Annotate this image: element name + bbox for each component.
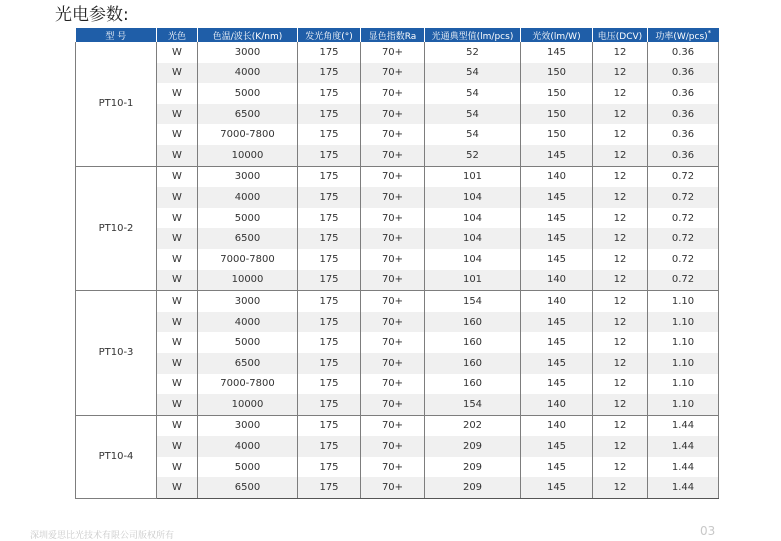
flux-cell: 209 xyxy=(425,436,521,457)
flux-cell: 160 xyxy=(425,332,521,353)
angle-cell: 175 xyxy=(298,166,361,187)
cct-cell: 4000 xyxy=(198,436,298,457)
flux-cell: 160 xyxy=(425,312,521,333)
efficacy-cell: 140 xyxy=(521,166,593,187)
color-cell: W xyxy=(157,270,198,291)
efficacy-cell: 140 xyxy=(521,394,593,415)
cct-cell: 3000 xyxy=(198,291,298,312)
flux-cell: 104 xyxy=(425,187,521,208)
efficacy-cell: 145 xyxy=(521,457,593,478)
table-row xyxy=(76,63,719,84)
efficacy-cell: 140 xyxy=(521,291,593,312)
color-cell: W xyxy=(157,415,198,436)
angle-cell: 175 xyxy=(298,270,361,291)
table-header-row xyxy=(76,28,719,42)
power-cell: 1.44 xyxy=(648,415,719,436)
table-row xyxy=(76,312,719,333)
table-row xyxy=(76,332,719,353)
efficacy-cell: 145 xyxy=(521,312,593,333)
power-cell: 0.36 xyxy=(648,42,719,63)
voltage-cell: 12 xyxy=(593,270,648,291)
cri-cell: 70+ xyxy=(361,332,425,353)
voltage-cell: 12 xyxy=(593,374,648,395)
voltage-cell: 12 xyxy=(593,436,648,457)
table-row xyxy=(76,457,719,478)
cri-cell: 70+ xyxy=(361,228,425,249)
power-cell: 0.72 xyxy=(648,270,719,291)
color-cell: W xyxy=(157,166,198,187)
efficacy-cell: 145 xyxy=(521,436,593,457)
flux-cell: 209 xyxy=(425,457,521,478)
cri-cell: 70+ xyxy=(361,124,425,145)
cri-cell: 70+ xyxy=(361,249,425,270)
power-cell: 0.36 xyxy=(648,124,719,145)
power-cell: 1.10 xyxy=(648,332,719,353)
table-row xyxy=(76,42,719,63)
voltage-cell: 12 xyxy=(593,415,648,436)
angle-cell: 175 xyxy=(298,249,361,270)
color-cell: W xyxy=(157,374,198,395)
angle-cell: 175 xyxy=(298,124,361,145)
cct-cell: 4000 xyxy=(198,187,298,208)
model-cell: PT10-3 xyxy=(76,291,157,416)
color-cell: W xyxy=(157,312,198,333)
cri-cell: 70+ xyxy=(361,477,425,498)
table-row xyxy=(76,208,719,229)
power-cell: 0.36 xyxy=(648,104,719,125)
cct-cell: 10000 xyxy=(198,394,298,415)
power-cell: 0.72 xyxy=(648,208,719,229)
cri-cell: 70+ xyxy=(361,187,425,208)
flux-cell: 54 xyxy=(425,83,521,104)
table-row xyxy=(76,83,719,104)
power-cell: 0.72 xyxy=(648,249,719,270)
cct-cell: 7000-7800 xyxy=(198,374,298,395)
voltage-cell: 12 xyxy=(593,353,648,374)
cri-cell: 70+ xyxy=(361,415,425,436)
table-row xyxy=(76,270,719,291)
efficacy-cell: 145 xyxy=(521,477,593,498)
flux-cell: 154 xyxy=(425,394,521,415)
color-cell: W xyxy=(157,353,198,374)
voltage-cell: 12 xyxy=(593,332,648,353)
flux-cell: 101 xyxy=(425,270,521,291)
cct-cell: 6500 xyxy=(198,104,298,125)
cct-cell: 5000 xyxy=(198,208,298,229)
table-row xyxy=(76,249,719,270)
angle-cell: 175 xyxy=(298,374,361,395)
cct-cell: 7000-7800 xyxy=(198,249,298,270)
cct-cell: 6500 xyxy=(198,477,298,498)
voltage-cell: 12 xyxy=(593,477,648,498)
header-color: 光色 xyxy=(157,28,198,42)
table-row xyxy=(76,415,719,436)
header-flux: 光通典型值(lm/pcs) xyxy=(425,28,521,42)
color-cell: W xyxy=(157,63,198,84)
voltage-cell: 12 xyxy=(593,312,648,333)
cri-cell: 70+ xyxy=(361,63,425,84)
header-voltage: 电压(DCV) xyxy=(593,28,648,42)
model-cell: PT10-2 xyxy=(76,166,157,291)
flux-cell: 52 xyxy=(425,145,521,166)
table-row xyxy=(76,291,719,312)
flux-cell: 209 xyxy=(425,477,521,498)
cct-cell: 7000-7800 xyxy=(198,124,298,145)
color-cell: W xyxy=(157,187,198,208)
angle-cell: 175 xyxy=(298,63,361,84)
color-cell: W xyxy=(157,83,198,104)
color-cell: W xyxy=(157,477,198,498)
voltage-cell: 12 xyxy=(593,291,648,312)
table-row xyxy=(76,104,719,125)
voltage-cell: 12 xyxy=(593,187,648,208)
efficacy-cell: 145 xyxy=(521,332,593,353)
cri-cell: 70+ xyxy=(361,208,425,229)
color-cell: W xyxy=(157,124,198,145)
angle-cell: 175 xyxy=(298,145,361,166)
color-cell: W xyxy=(157,228,198,249)
cct-cell: 3000 xyxy=(198,42,298,63)
power-cell: 0.36 xyxy=(648,83,719,104)
color-cell: W xyxy=(157,291,198,312)
table-body xyxy=(76,42,719,499)
table-row xyxy=(76,477,719,498)
flux-cell: 160 xyxy=(425,374,521,395)
voltage-cell: 12 xyxy=(593,394,648,415)
efficacy-cell: 140 xyxy=(521,415,593,436)
power-cell: 0.72 xyxy=(648,166,719,187)
voltage-cell: 12 xyxy=(593,208,648,229)
header-power-label: 功率(W/pcs) xyxy=(655,31,708,42)
voltage-cell: 12 xyxy=(593,104,648,125)
cct-cell: 6500 xyxy=(198,228,298,249)
efficacy-cell: 150 xyxy=(521,104,593,125)
angle-cell: 175 xyxy=(298,291,361,312)
angle-cell: 175 xyxy=(298,187,361,208)
cct-cell: 5000 xyxy=(198,457,298,478)
power-cell: 1.10 xyxy=(648,394,719,415)
color-cell: W xyxy=(157,145,198,166)
table-row xyxy=(76,394,719,415)
color-cell: W xyxy=(157,436,198,457)
voltage-cell: 12 xyxy=(593,228,648,249)
power-cell: 1.10 xyxy=(648,291,719,312)
cri-cell: 70+ xyxy=(361,83,425,104)
header-cri: 显色指数Ra xyxy=(361,28,425,42)
power-cell: 1.44 xyxy=(648,436,719,457)
power-cell: 1.10 xyxy=(648,374,719,395)
flux-cell: 54 xyxy=(425,63,521,84)
efficacy-cell: 150 xyxy=(521,83,593,104)
efficacy-cell: 145 xyxy=(521,228,593,249)
model-cell: PT10-1 xyxy=(76,42,157,166)
cri-cell: 70+ xyxy=(361,145,425,166)
voltage-cell: 12 xyxy=(593,145,648,166)
cri-cell: 70+ xyxy=(361,436,425,457)
cct-cell: 10000 xyxy=(198,270,298,291)
angle-cell: 175 xyxy=(298,228,361,249)
model-cell: PT10-4 xyxy=(76,415,157,498)
header-cct: 色温/波长(K/nm) xyxy=(198,28,298,42)
cri-cell: 70+ xyxy=(361,166,425,187)
cct-cell: 10000 xyxy=(198,145,298,166)
angle-cell: 175 xyxy=(298,83,361,104)
flux-cell: 52 xyxy=(425,42,521,63)
flux-cell: 160 xyxy=(425,353,521,374)
cct-cell: 5000 xyxy=(198,83,298,104)
efficacy-cell: 140 xyxy=(521,270,593,291)
cri-cell: 70+ xyxy=(361,353,425,374)
footer-text: 深圳爱思比光技术有限公司版权所有 xyxy=(30,531,175,541)
efficacy-cell: 145 xyxy=(521,353,593,374)
table-row xyxy=(76,166,719,187)
efficacy-cell: 145 xyxy=(521,145,593,166)
voltage-cell: 12 xyxy=(593,249,648,270)
flux-cell: 104 xyxy=(425,208,521,229)
angle-cell: 175 xyxy=(298,208,361,229)
flux-cell: 101 xyxy=(425,166,521,187)
efficacy-cell: 150 xyxy=(521,124,593,145)
power-cell: 1.44 xyxy=(648,457,719,478)
photoelectric-spec-table xyxy=(75,28,719,499)
voltage-cell: 12 xyxy=(593,83,648,104)
table-row xyxy=(76,145,719,166)
color-cell: W xyxy=(157,332,198,353)
efficacy-cell: 145 xyxy=(521,208,593,229)
power-cell: 1.10 xyxy=(648,353,719,374)
cri-cell: 70+ xyxy=(361,291,425,312)
cri-cell: 70+ xyxy=(361,374,425,395)
efficacy-cell: 145 xyxy=(521,187,593,208)
color-cell: W xyxy=(157,249,198,270)
flux-cell: 104 xyxy=(425,228,521,249)
flux-cell: 202 xyxy=(425,415,521,436)
cct-cell: 4000 xyxy=(198,63,298,84)
angle-cell: 175 xyxy=(298,104,361,125)
angle-cell: 175 xyxy=(298,332,361,353)
voltage-cell: 12 xyxy=(593,63,648,84)
table-row xyxy=(76,374,719,395)
color-cell: W xyxy=(157,394,198,415)
header-efficacy: 光效(lm/W) xyxy=(521,28,593,42)
voltage-cell: 12 xyxy=(593,166,648,187)
efficacy-cell: 145 xyxy=(521,374,593,395)
table-row xyxy=(76,187,719,208)
voltage-cell: 12 xyxy=(593,124,648,145)
table-row xyxy=(76,228,719,249)
header-power xyxy=(648,28,719,42)
angle-cell: 175 xyxy=(298,394,361,415)
footnote-mark: * xyxy=(707,28,712,37)
angle-cell: 175 xyxy=(298,42,361,63)
cct-cell: 3000 xyxy=(198,415,298,436)
cct-cell: 6500 xyxy=(198,353,298,374)
power-cell: 0.36 xyxy=(648,145,719,166)
header-angle: 发光角度(°) xyxy=(298,28,361,42)
voltage-cell: 12 xyxy=(593,457,648,478)
header-model: 型 号 xyxy=(76,28,157,42)
color-cell: W xyxy=(157,457,198,478)
power-cell: 1.10 xyxy=(648,312,719,333)
flux-cell: 154 xyxy=(425,291,521,312)
angle-cell: 175 xyxy=(298,353,361,374)
cct-cell: 4000 xyxy=(198,312,298,333)
efficacy-cell: 145 xyxy=(521,249,593,270)
voltage-cell: 12 xyxy=(593,42,648,63)
cri-cell: 70+ xyxy=(361,42,425,63)
cct-cell: 3000 xyxy=(198,166,298,187)
color-cell: W xyxy=(157,104,198,125)
color-cell: W xyxy=(157,42,198,63)
efficacy-cell: 150 xyxy=(521,63,593,84)
table-row xyxy=(76,124,719,145)
power-cell: 0.36 xyxy=(648,63,719,84)
power-cell: 0.72 xyxy=(648,228,719,249)
table-row xyxy=(76,436,719,457)
angle-cell: 175 xyxy=(298,312,361,333)
angle-cell: 175 xyxy=(298,457,361,478)
flux-cell: 54 xyxy=(425,104,521,125)
angle-cell: 175 xyxy=(298,436,361,457)
color-cell: W xyxy=(157,208,198,229)
cri-cell: 70+ xyxy=(361,394,425,415)
table-row xyxy=(76,353,719,374)
efficacy-cell: 145 xyxy=(521,42,593,63)
cri-cell: 70+ xyxy=(361,457,425,478)
cri-cell: 70+ xyxy=(361,312,425,333)
page-title: 光电参数: xyxy=(55,5,129,25)
flux-cell: 104 xyxy=(425,249,521,270)
cri-cell: 70+ xyxy=(361,104,425,125)
cri-cell: 70+ xyxy=(361,270,425,291)
cct-cell: 5000 xyxy=(198,332,298,353)
flux-cell: 54 xyxy=(425,124,521,145)
power-cell: 1.44 xyxy=(648,477,719,498)
page-number: 03 xyxy=(700,524,716,538)
angle-cell: 175 xyxy=(298,415,361,436)
power-cell: 0.72 xyxy=(648,187,719,208)
angle-cell: 175 xyxy=(298,477,361,498)
